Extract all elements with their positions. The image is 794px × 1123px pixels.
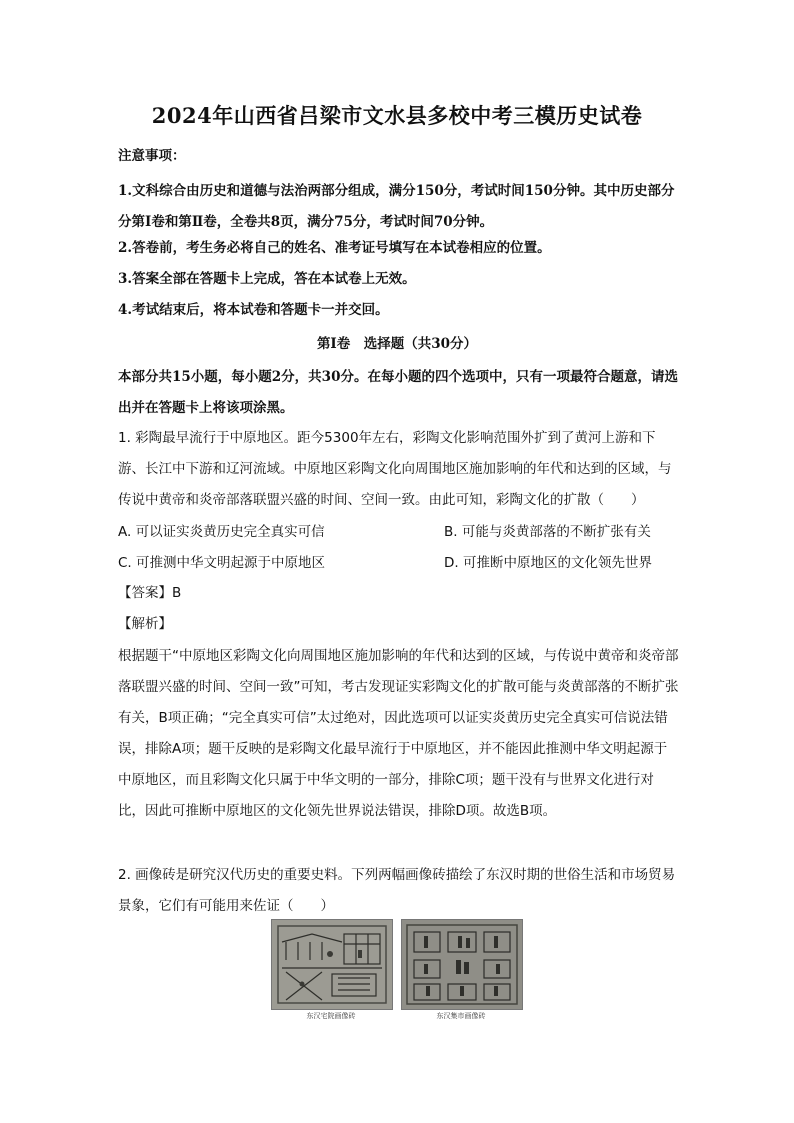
section-title: 第Ⅰ卷 选择题（共30分） xyxy=(316,336,478,352)
courtyard-relief-image xyxy=(271,919,393,1010)
courtyard-relief-illustration xyxy=(272,920,392,1009)
page-title: 2024年山西省吕梁市文水县多校中考三模历史试卷 xyxy=(151,103,643,128)
question-1-option-c: C. 可推测中华文明起源于中原地区 xyxy=(118,555,326,571)
question-1-option-a: A. 可以证实炎黄历史完全真实可信 xyxy=(118,524,325,540)
market-relief-caption: 东汉集市画像砖 xyxy=(436,1012,486,1020)
question-1-option-d: D. 可推断中原地区的文化领先世界 xyxy=(444,555,652,571)
question-1-analysis: 根据题干“中原地区彩陶文化向周围地区施加影响的年代和达到的区域，与传说中黄帝和炎帝部落联盟兴盛的时间、空间一致”可知，考古发现证实彩陶文化的扩散可能与炎黄部落的不断扩张有关，B项正确；“完全真实可信”太过绝对，因此选项可以证实炎黄历史完全真实可信说法错误，排除A项；题干反映的是彩陶文化最早流行于中原地区，并不能因此推测中华文明起源于中原地区，而且彩陶文化只属于中华文明的一部分，排除C项；题干没有与世界文化进行对比，因此可推断中原地区的文化领先世界说法错误，排除D项。故选B项。 xyxy=(118,648,679,819)
question-1-analysis-label: 【解析】 xyxy=(118,616,172,632)
notice-item-1: 1.文科综合由历史和道德与法治两部分组成，满分150分，考试时间150分钟。其中历史部分分第Ⅰ卷和第Ⅱ卷，全卷共8页，满分75分，考试时间70分钟。 xyxy=(118,183,675,230)
notice-heading: 注意事项： xyxy=(118,148,186,164)
notice-item-3: 3.答案全部在答题卡上完成，答在本试卷上无效。 xyxy=(118,271,416,287)
question-1-stem: 1. 彩陶最早流行于中原地区。距今5300年左右，彩陶文化影响范围外扩到了黄河上游和下游、长江中下游和辽河流域。中原地区彩陶文化向周围地区施加影响的年代和达到的区域，与传说中黄帝和炎帝部落联盟兴盛的时间、空间一致。由此可知，彩陶文化的扩散（ ） xyxy=(118,430,672,508)
market-relief-illustration xyxy=(402,920,522,1009)
notice-item-2: 2.答卷前，考生务必将自己的姓名、准考证号填写在本试卷相应的位置。 xyxy=(118,240,551,256)
market-relief-image xyxy=(401,919,523,1010)
question-1-answer: 【答案】B xyxy=(118,585,182,601)
courtyard-relief-caption: 东汉宅院画像砖 xyxy=(306,1012,356,1020)
question-2-stem: 2. 画像砖是研究汉代历史的重要史料。下列两幅画像砖描绘了东汉时期的世俗生活和市场贸易景象，它们有可能用来佐证（ ） xyxy=(118,867,676,914)
question-1-option-b: B. 可能与炎黄部落的不断扩张有关 xyxy=(444,524,651,540)
notice-item-4: 4.考试结束后，将本试卷和答题卡一并交回。 xyxy=(118,302,389,318)
section-intro: 本部分共15小题，每小题2分，共30分。在每小题的四个选项中，只有一项最符合题意，请选出并在答题卡上将该项涂黑。 xyxy=(118,369,678,416)
